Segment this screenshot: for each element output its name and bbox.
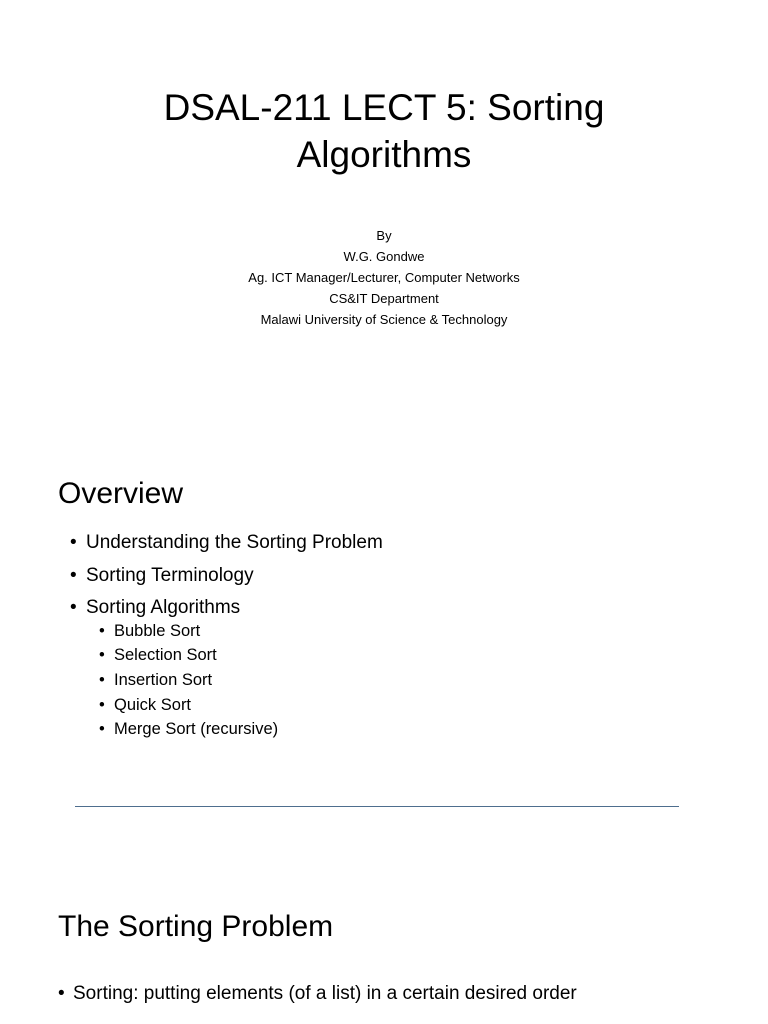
byline-by: By (376, 228, 392, 243)
overview-bullet-text: Sorting Terminology (86, 564, 254, 586)
overview-slide (0, 440, 768, 810)
algorithm-item: • Quick Sort (99, 693, 396, 718)
slide-title-line-1: DSAL-211 LECT 5: Sorting (163, 87, 605, 128)
algorithm-sub-list (99, 619, 396, 743)
byline-department: CS&IT Department (329, 291, 439, 306)
overview-bullet (70, 592, 383, 748)
byline (0, 225, 768, 330)
overview-bullet-list (70, 527, 383, 748)
sorting-problem-title: The Sorting Problem (58, 910, 334, 943)
byline-institution: Malawi University of Science & Technology (260, 312, 508, 327)
title-slide (0, 0, 768, 440)
slide-title-line-2: Algorithms (296, 134, 472, 175)
overview-title: Overview (58, 477, 184, 510)
overview-bullet-text: Sorting Algorithms (86, 597, 241, 618)
byline-author: W.G. Gondwe (343, 249, 425, 264)
algorithm-item: • Insertion Sort (99, 668, 396, 693)
slide-title (0, 84, 768, 178)
overview-bullet (70, 560, 383, 593)
byline-position: Ag. ICT Manager/Lecturer, Computer Networks (248, 270, 520, 285)
sorting-problem-slide (0, 880, 768, 1024)
slide-divider (75, 806, 679, 807)
overview-bullet-text: Understanding the Sorting Problem (86, 532, 383, 553)
algorithm-item: • Selection Sort (99, 643, 396, 668)
sorting-problem-bullet: • Sorting: putting elements (of a list) in a certain desired order (58, 979, 577, 1009)
sorting-problem-bullets (58, 979, 577, 1009)
algorithm-item: • Bubble Sort (99, 619, 396, 644)
overview-bullet (70, 527, 383, 560)
algorithm-item: • Merge Sort (recursive) (99, 717, 396, 742)
